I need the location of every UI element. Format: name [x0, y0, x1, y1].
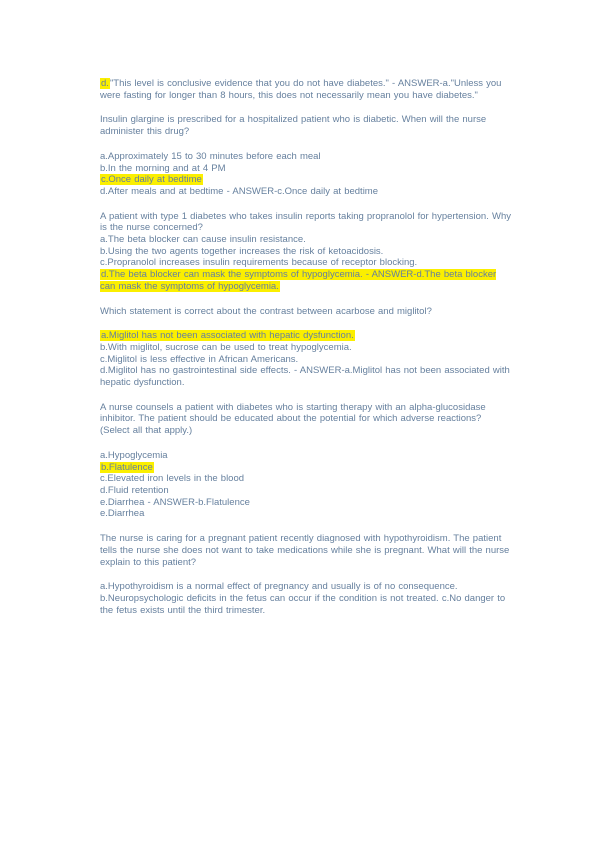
text-run: c.Elevated iron levels in the blood	[100, 473, 245, 485]
highlighted-text: d.The beta blocker can mask the symptoms of hypoglycemia. - ANSWER-d.The beta blocker can mask the symptoms of hypoglycemia.	[100, 269, 497, 292]
text-line	[100, 402, 514, 437]
text-run: "This level is conclusive evidence that you do not have diabetes." - ANSWER-a."Unless you were fasting for longer than 8 hours, this does not necessarily mean you have diabetes."	[100, 78, 502, 101]
text-block	[100, 78, 514, 101]
text-line	[100, 533, 514, 568]
highlighted-text: a.Miglitol has not been associated with hepatic dysfunction.	[101, 330, 354, 342]
text-run: b.With miglitol, sucrose can be used to treat hypoglycemia.	[100, 341, 352, 353]
text-line	[100, 342, 514, 354]
text-block	[100, 211, 514, 293]
text-line	[100, 151, 514, 163]
text-line	[100, 354, 514, 366]
text-block	[100, 151, 514, 198]
text-line	[100, 497, 514, 509]
text-run: c.Propranolol increases insulin requirements because of receptor blocking.	[100, 257, 418, 269]
text-line	[100, 78, 514, 101]
text-block	[100, 330, 514, 389]
text-block	[100, 402, 514, 437]
text-block	[100, 533, 514, 568]
text-run: c.Miglitol is less effective in African Americans.	[100, 353, 299, 365]
text-run: Insulin glargine is prescribed for a hospitalized patient who is diabetic. When will the nurse administer this drug?	[100, 114, 487, 138]
text-line	[100, 174, 514, 186]
text-run: e.Diarrhea - ANSWER-b.Flatulence	[100, 496, 250, 508]
text-line	[100, 186, 514, 198]
text-line	[100, 234, 514, 246]
text-line	[100, 508, 514, 520]
text-block	[100, 114, 514, 137]
text-run: A nurse counsels a patient with diabetes who is starting therapy with an alpha-glucosidase inhibitor. The patient should be educated about the potential for which adverse reactions? (Select all that apply.)	[100, 401, 486, 437]
highlighted-text: d.	[101, 78, 109, 89]
text-run: A patient with type 1 diabetes who takes insulin reports taking propranolol for hypertension. Why is the nurse concerned?	[100, 210, 511, 234]
text-line	[100, 473, 514, 485]
text-block	[100, 450, 514, 520]
text-line	[100, 163, 514, 175]
text-run: Which statement is correct about the contrast between acarbose and miglitol?	[100, 305, 432, 317]
text-line	[100, 306, 514, 318]
text-run: b.Using the two agents together increases the risk of ketoacidosis.	[100, 245, 384, 257]
text-line	[100, 269, 514, 292]
highlighted-text: c.Once daily at bedtime	[101, 174, 202, 186]
document-content	[100, 78, 514, 616]
text-run: a.Approximately 15 to 30 minutes before each meal	[100, 150, 321, 162]
text-run: e.Diarrhea	[100, 508, 145, 520]
text-run: a.Hypothyroidism is a normal effect of pregnancy and usually is of no consequence. b.Neuropsychologic deficits in the fetus can occur if the condition is not treated. c.No danger to the fetus exists until the third trimester.	[100, 581, 506, 616]
text-run: b.In the morning and at 4 PM	[100, 162, 226, 174]
text-line	[100, 211, 514, 234]
text-block	[100, 306, 514, 318]
text-line	[100, 581, 514, 616]
highlighted-text: b.Flatulence	[101, 461, 153, 473]
text-line	[100, 462, 514, 474]
text-run: The nurse is caring for a pregnant patient recently diagnosed with hypothyroidism. The patient tells the nurse she does not want to take medications while she is pregnant. What will the nurse explain to this patient?	[100, 533, 510, 568]
text-line	[100, 330, 514, 342]
text-run: d.After meals and at bedtime - ANSWER-c.Once daily at bedtime	[100, 185, 379, 197]
text-run: d.Miglitol has no gastrointestinal side effects. - ANSWER-a.Miglitol has not been associated with hepatic dysfunction.	[100, 365, 510, 389]
text-run: a.The beta blocker can cause insulin resistance.	[100, 234, 306, 246]
text-line	[100, 257, 514, 269]
text-block	[100, 581, 514, 616]
text-line	[100, 450, 514, 462]
text-line	[100, 114, 514, 137]
text-line	[100, 246, 514, 258]
text-run: d.Fluid retention	[100, 484, 169, 496]
text-line	[100, 485, 514, 497]
text-run: a.Hypoglycemia	[100, 449, 168, 461]
text-line	[100, 365, 514, 388]
